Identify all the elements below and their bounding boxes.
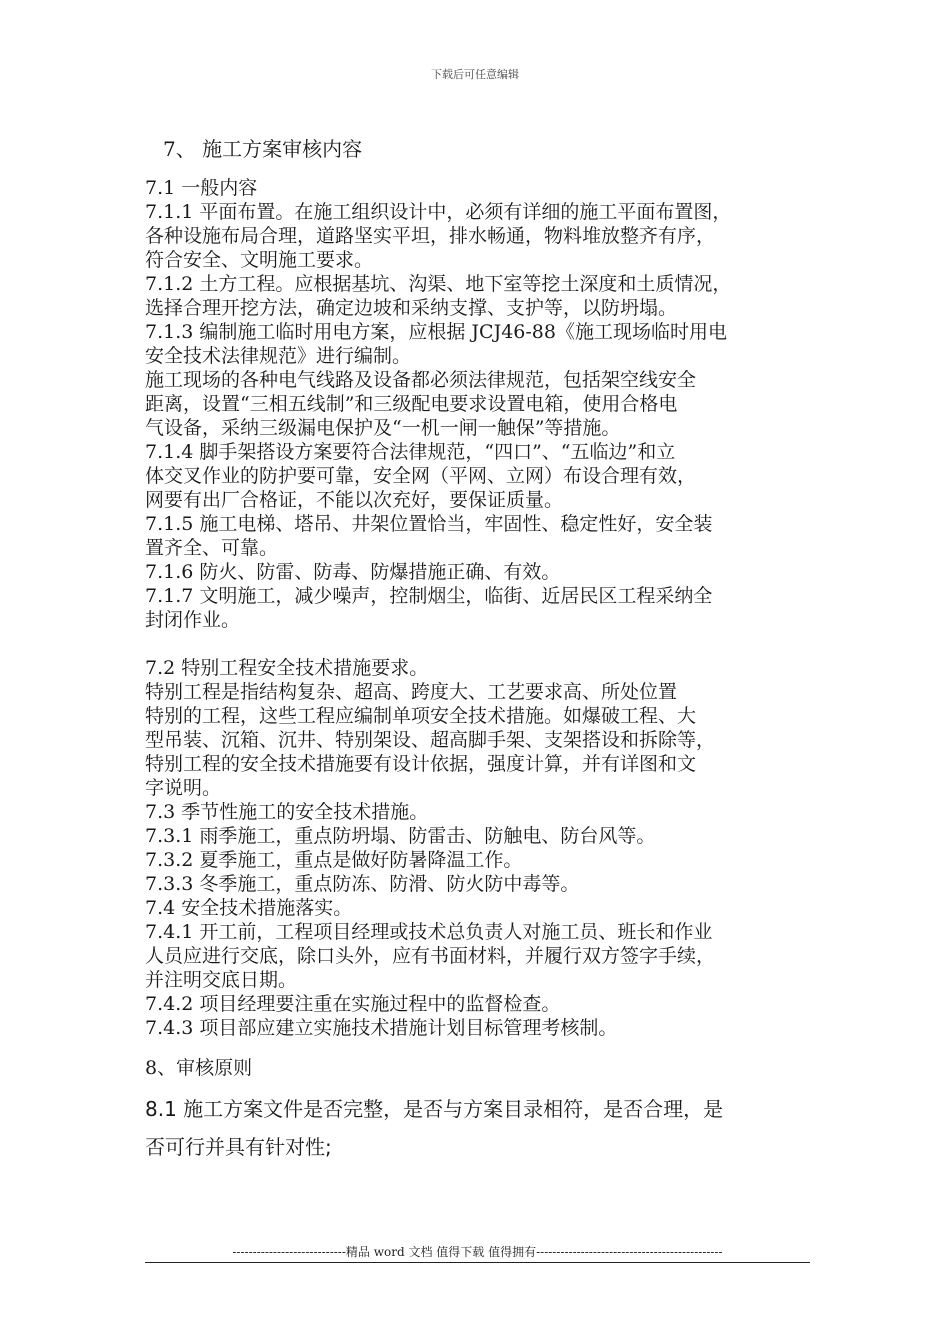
text-line: 否可行并具有针对性; <box>145 1135 332 1159</box>
text-line: 7.1.6 防火、防雷、防毒、防爆措施正确、有效。 <box>145 561 561 583</box>
text-line: 7.4 安全技术措施落实。 <box>145 897 353 919</box>
text-line: 气设备，采纳三级漏电保护及“一机一闸一触保”等措施。 <box>145 417 621 439</box>
text-line: 各种设施布局合理，道路坚实平坦，排水畅通，物料堆放整齐有序， <box>145 225 716 247</box>
text-line: 特别工程是指结构复杂、超高、跨度大、工艺要求高、所处位置 <box>145 681 678 703</box>
text-line: 封闭作业。 <box>145 609 241 631</box>
section-8-heading: 8、审核原则 <box>145 1057 253 1079</box>
section-7-title: 7、 施工方案审核内容 <box>163 137 363 161</box>
text-line: 特别工程的安全技术措施要有设计依据，强度计算，并有详图和文 <box>145 753 697 775</box>
text-line: 7.1.1 平面布置。在施工组织设计中，必须有详细的施工平面布置图， <box>145 201 732 223</box>
paragraph-gap <box>145 1040 810 1054</box>
text-line: 7.2 特别工程安全技术措施要求。 <box>145 657 429 679</box>
paragraph-gap <box>145 632 810 656</box>
text-line: 7.1.3 编制施工临时用电方案，应根据 JCJ46-88《施工现场临时用电 <box>145 321 727 343</box>
text-line: 距离，设置“三相五线制”和三级配电要求设置电箱，使用合格电 <box>145 393 678 415</box>
section-7-1-paragraphs <box>145 200 810 632</box>
text-line: 7.4.1 开工前，工程项目经理或技术总负责人对施工员、班长和作业 <box>145 921 713 943</box>
text-line: 8.1 施工方案文件是否完整，是否与方案目录相符，是否合理，是 <box>145 1097 724 1121</box>
text-line: 7.1.2 土方工程。应根据基坑、沟渠、地下室等挖土深度和土质情况， <box>145 273 732 295</box>
text-line: 7.1.4 脚手架搭设方案要符合法律规范，“四口”、“五临边”和立 <box>145 441 676 463</box>
text-line: 7.3.3 冬季施工，重点防冻、防滑、防火防中毒等。 <box>145 873 580 895</box>
section-7-1 <box>145 176 810 632</box>
text-line: 施工现场的各种电气线路及设备都必须法律规范，包括架空线安全 <box>145 369 697 391</box>
text-line: 7.4.3 项目部应建立实施技术措施计划目标管理考核制。 <box>145 1017 618 1039</box>
text-line: 7.4.2 项目经理要注重在实施过程中的监督检查。 <box>145 993 561 1015</box>
document-body <box>145 134 810 1166</box>
text-line: 并注明交底日期。 <box>145 969 298 991</box>
text-line: 人员应进行交底，除口头外，应有书面材料，并履行双方签字手续， <box>145 945 716 967</box>
text-line: 7.1.7 文明施工，减少噪声，控制烟尘，临街、近居民区工程采纳全 <box>145 585 713 607</box>
section-7-1-heading: 7.1 一般内容 <box>145 177 258 199</box>
section-7-2-to-7-4 <box>145 656 810 1040</box>
page-footer: ----------------------------精品 word 文档 值得下载 值得拥有---------------------------------------------- <box>232 1245 723 1259</box>
text-line: 型吊装、沉箱、沉井、特别架设、超高脚手架、支架搭设和拆除等， <box>145 729 716 751</box>
text-line: 7.1.5 施工电梯、塔吊、井架位置恰当，牢固性、稳定性好，安全装 <box>145 513 713 535</box>
text-line: 符合安全、文明施工要求。 <box>145 249 374 271</box>
section-8-paragraphs <box>145 1090 810 1166</box>
text-line: 选择合理开挖方法，确定边坡和采纳支撑、支护等，以防坍塌。 <box>145 297 678 319</box>
text-line: 7.3.2 夏季施工，重点是做好防暑降温工作。 <box>145 849 523 871</box>
page-header: 下载后可任意编辑 <box>431 68 519 81</box>
text-line: 字说明。 <box>145 777 222 799</box>
text-line: 7.3.1 雨季施工，重点防坍塌、防雷击、防触电、防台风等。 <box>145 825 656 847</box>
text-line: 体交叉作业的防护要可靠，安全网（平网、立网）布设合理有效， <box>145 465 697 487</box>
text-line: 7.3 季节性施工的安全技术措施。 <box>145 801 429 823</box>
text-line: 置齐全、可靠。 <box>145 537 279 559</box>
text-line: 网要有出厂合格证，不能以次充好，要保证质量。 <box>145 489 564 511</box>
text-line: 特别的工程，这些工程应编制单项安全技术措施。如爆破工程、大 <box>145 705 697 727</box>
text-line: 安全技术法律规范》进行编制。 <box>145 345 412 367</box>
footer-rule <box>145 1262 810 1263</box>
